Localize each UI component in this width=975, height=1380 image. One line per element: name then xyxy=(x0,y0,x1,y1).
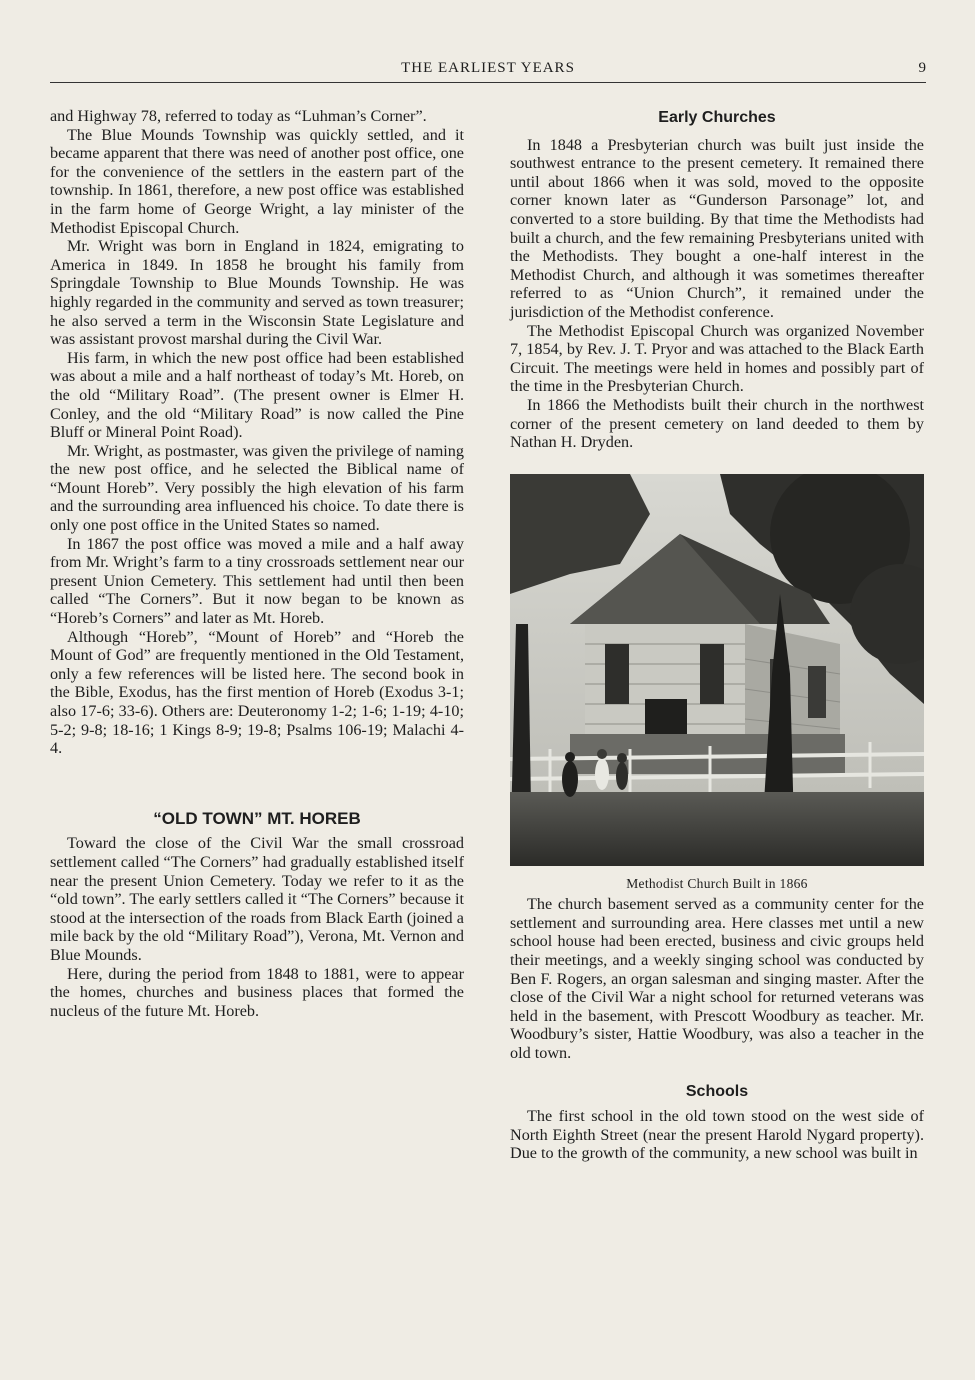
paragraph: Although “Horeb”, “Mount of Horeb” and “Horeb the Mount of God” are frequently mentioned in the Old Testament, only a few references will be listed here. The second book in the Bible, Exodus, has the first mention of Horeb (Exodus 3-1; also 17-6; 33-6). Others are: Deuteronomy 1-2; 1-6; 1-19; 4-10; 5-2; 9-8; 18-16; 1 Kings 8-9; 19-8; Psalms 106-19; Malachi 4-4. xyxy=(50,627,464,758)
header-title: THE EARLIEST YEARS xyxy=(401,60,575,76)
church-photo xyxy=(510,474,924,866)
paragraph: In 1866 the Methodists built their church in the northwest corner of the present cemetery on land deeded to them by Nathan H. Dryden. xyxy=(510,395,924,452)
paragraph: In 1848 a Presbyterian church was built just inside the southwest entrance to the present cemetery. It remained there until about 1866 when it was sold, moved to the opposite corner known later as “Gunderson Parsonage” lot, and converted to a store building. By that time the Methodists had built a church, and the few remaining Presbyterians united with the Methodists. They bought a one-half interest in the Methodist Church, and although it was sometimes thereafter referred to as “Union Church”, it remained under the jurisdiction of the Methodist conference. xyxy=(510,135,924,321)
paragraph: The first school in the old town stood on the west side of North Eighth Street (near the present Harold Nygard property). Due to the growth of the community, a new school was built in xyxy=(510,1107,924,1163)
section-title-early-churches: Early Churches xyxy=(658,109,776,126)
section-title-schools: Schools xyxy=(685,1082,749,1100)
paragraph: His farm, in which the new post office had been established was about a mile and a half northeast of today’s Mt. Horeb, on the old “Military Road”. (The present owner is Elmer H. Conley, and the old “Military Road” is now called the Pine Bluff or Mineral Point Road). xyxy=(50,348,464,442)
page-number: 9 xyxy=(918,60,926,76)
paragraph: The Methodist Episcopal Church was organized November 7, 1854, by Rev. J. T. Pryor and was attached to the Black Earth Circuit. The meetings were held in homes and possibly part of the time in the Presbyterian Church. xyxy=(510,321,924,396)
paragraph: Here, during the period from 1848 to 1881, were to appear the homes, churches and business places that formed the nucleus of the future Mt. Horeb. xyxy=(50,964,464,1020)
right-column xyxy=(510,107,924,1163)
paragraph: The church basement served as a community center for the settlement and surrounding area. Here classes met until a new school house had been erected, business and civic groups held their meetings, and a weekly singing school was conducted by Ben F. Rogers, an organ salesman and singing master. After the close of the Civil War a night school for returned veterans was held in the basement, with Prescott Woodbury as teacher. Mr. Woodbury’s sister, Hattie Woodbury, was also a teacher in the old town. xyxy=(510,895,924,1063)
section-title-old-town: “OLD TOWN” MT. HOREB xyxy=(153,808,361,828)
paragraph: In 1867 the post office was moved a mile and a half away from Mr. Wright’s farm to a tiny crossroads settlement near our present Union Cemetery. This settlement had until then been called “The Corners”. But it now began to be known as “Horeb’s Corners” and later as Mt. Horeb. xyxy=(50,534,464,628)
paragraph: Mr. Wright was born in England in 1824, emigrating to America in 1849. In 1858 he brought his family from Springdale Township to Blue Mounds Township. He was highly regarded in the community and served as town treasurer; he also served a term in the Wisconsin State Legislature and was assistant provost marshal during the Civil War. xyxy=(50,237,464,349)
left-column xyxy=(50,107,464,1020)
running-header xyxy=(50,60,926,83)
paragraph: and Highway 78, referred to today as “Luhman’s Corner”. xyxy=(50,107,427,125)
paragraph: The Blue Mounds Township was quickly settled, and it became apparent that there was need of another post office, one for the convenience of the settlers in the eastern part of the township. In 1861, therefore, a new post office was established in the farm home of George Wright, a lay minister of the Methodist Episcopal Church. xyxy=(50,125,464,237)
photo-caption: Methodist Church Built in 1866 xyxy=(626,875,808,891)
paragraph: Mr. Wright, as postmaster, was given the privilege of naming the new post office, and he selected the Biblical name of “Mount Horeb”. Very possibly the high elevation of his farm and the surrounding area influenced his choice. To date there is only one post office in the United States so named. xyxy=(50,441,464,535)
paragraph: Toward the close of the Civil War the small crossroad settlement called “The Corners” had gradually established itself near the present Union Cemetery. Today we refer to it as the “old town”. The early settlers called it “The Corners” because it stood at the intersection of the roads from Black Earth (joined a mile back by the old “Military Road”), Verona, Mt. Vernon and Blue Mounds. xyxy=(50,834,464,964)
